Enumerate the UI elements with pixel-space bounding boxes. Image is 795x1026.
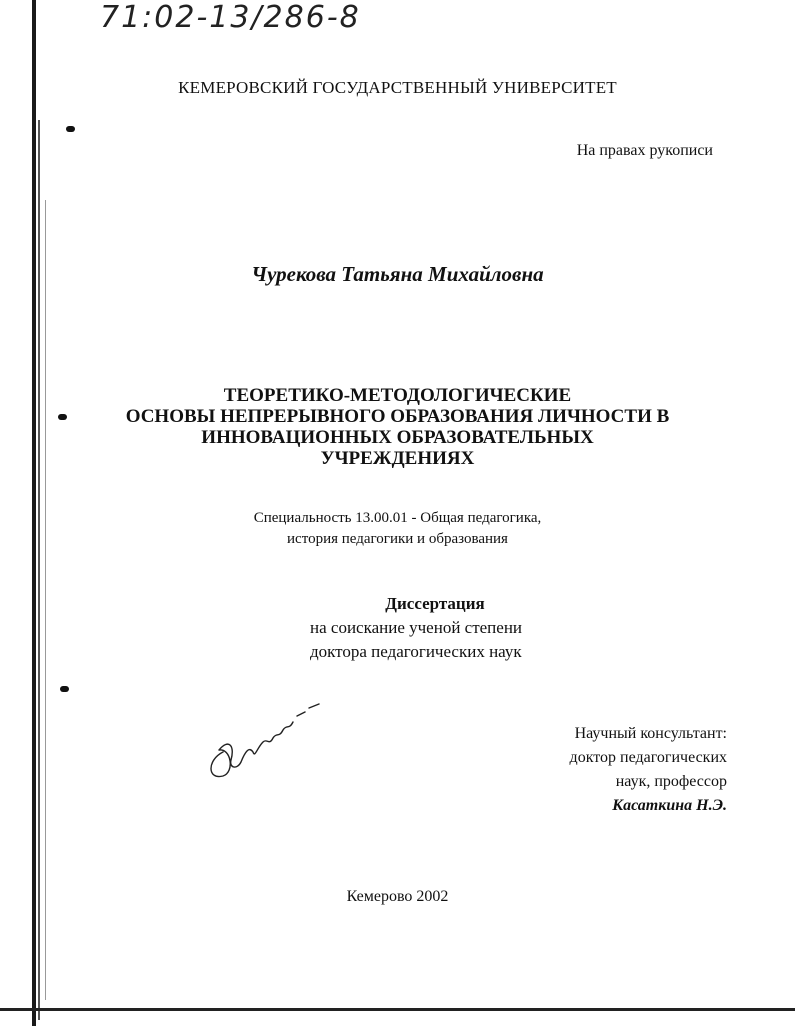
title-line: ТЕОРЕТИКО-МЕТОДОЛОГИЧЕСКИЕ xyxy=(223,385,572,406)
title-line: УЧРЕЖДЕНИЯХ xyxy=(320,448,475,469)
specialty-line: Специальность 13.00.01 - Общая педагогика, xyxy=(253,510,542,526)
specialty-line: история педагогики и образования xyxy=(287,531,508,547)
title-line: ОСНОВЫ НЕПРЕРЫВНОГО ОБРАЗОВАНИЯ ЛИЧНОСТИ В xyxy=(125,406,670,427)
degree-line: доктора педагогических наук xyxy=(310,642,522,661)
consultant-degree: доктор педагогических xyxy=(569,749,727,766)
author-name: Чурекова Татьяна Михайловна xyxy=(251,262,544,286)
specialty xyxy=(0,508,795,550)
scan-border-left-inner xyxy=(38,120,40,1020)
degree-sought xyxy=(310,616,522,664)
archive-code: 71:02-13/286-8 xyxy=(100,0,361,35)
consultant-name: Касаткина Н.Э. xyxy=(612,797,727,814)
scan-border-bottom xyxy=(0,1008,795,1011)
binding-hole-mark xyxy=(60,686,69,692)
manuscript-note: На правах рукописи xyxy=(576,142,713,159)
dissertation-title xyxy=(0,385,795,469)
dissertation-label: Диссертация xyxy=(385,594,485,613)
consultant-label: Научный консультант: xyxy=(574,725,727,742)
binding-hole-mark xyxy=(66,126,75,132)
degree-line: на соискание ученой степени xyxy=(310,618,523,637)
city-year: Кемерово 2002 xyxy=(346,888,449,905)
university-name: КЕМЕРОВСКИЙ ГОСУДАРСТВЕННЫЙ УНИВЕРСИТЕТ xyxy=(178,78,617,97)
consultant-title: наук, профессор xyxy=(615,773,727,790)
scientific-consultant xyxy=(570,722,727,818)
title-line: ИННОВАЦИОННЫХ ОБРАЗОВАТЕЛЬНЫХ xyxy=(201,427,594,448)
signature xyxy=(205,690,335,785)
